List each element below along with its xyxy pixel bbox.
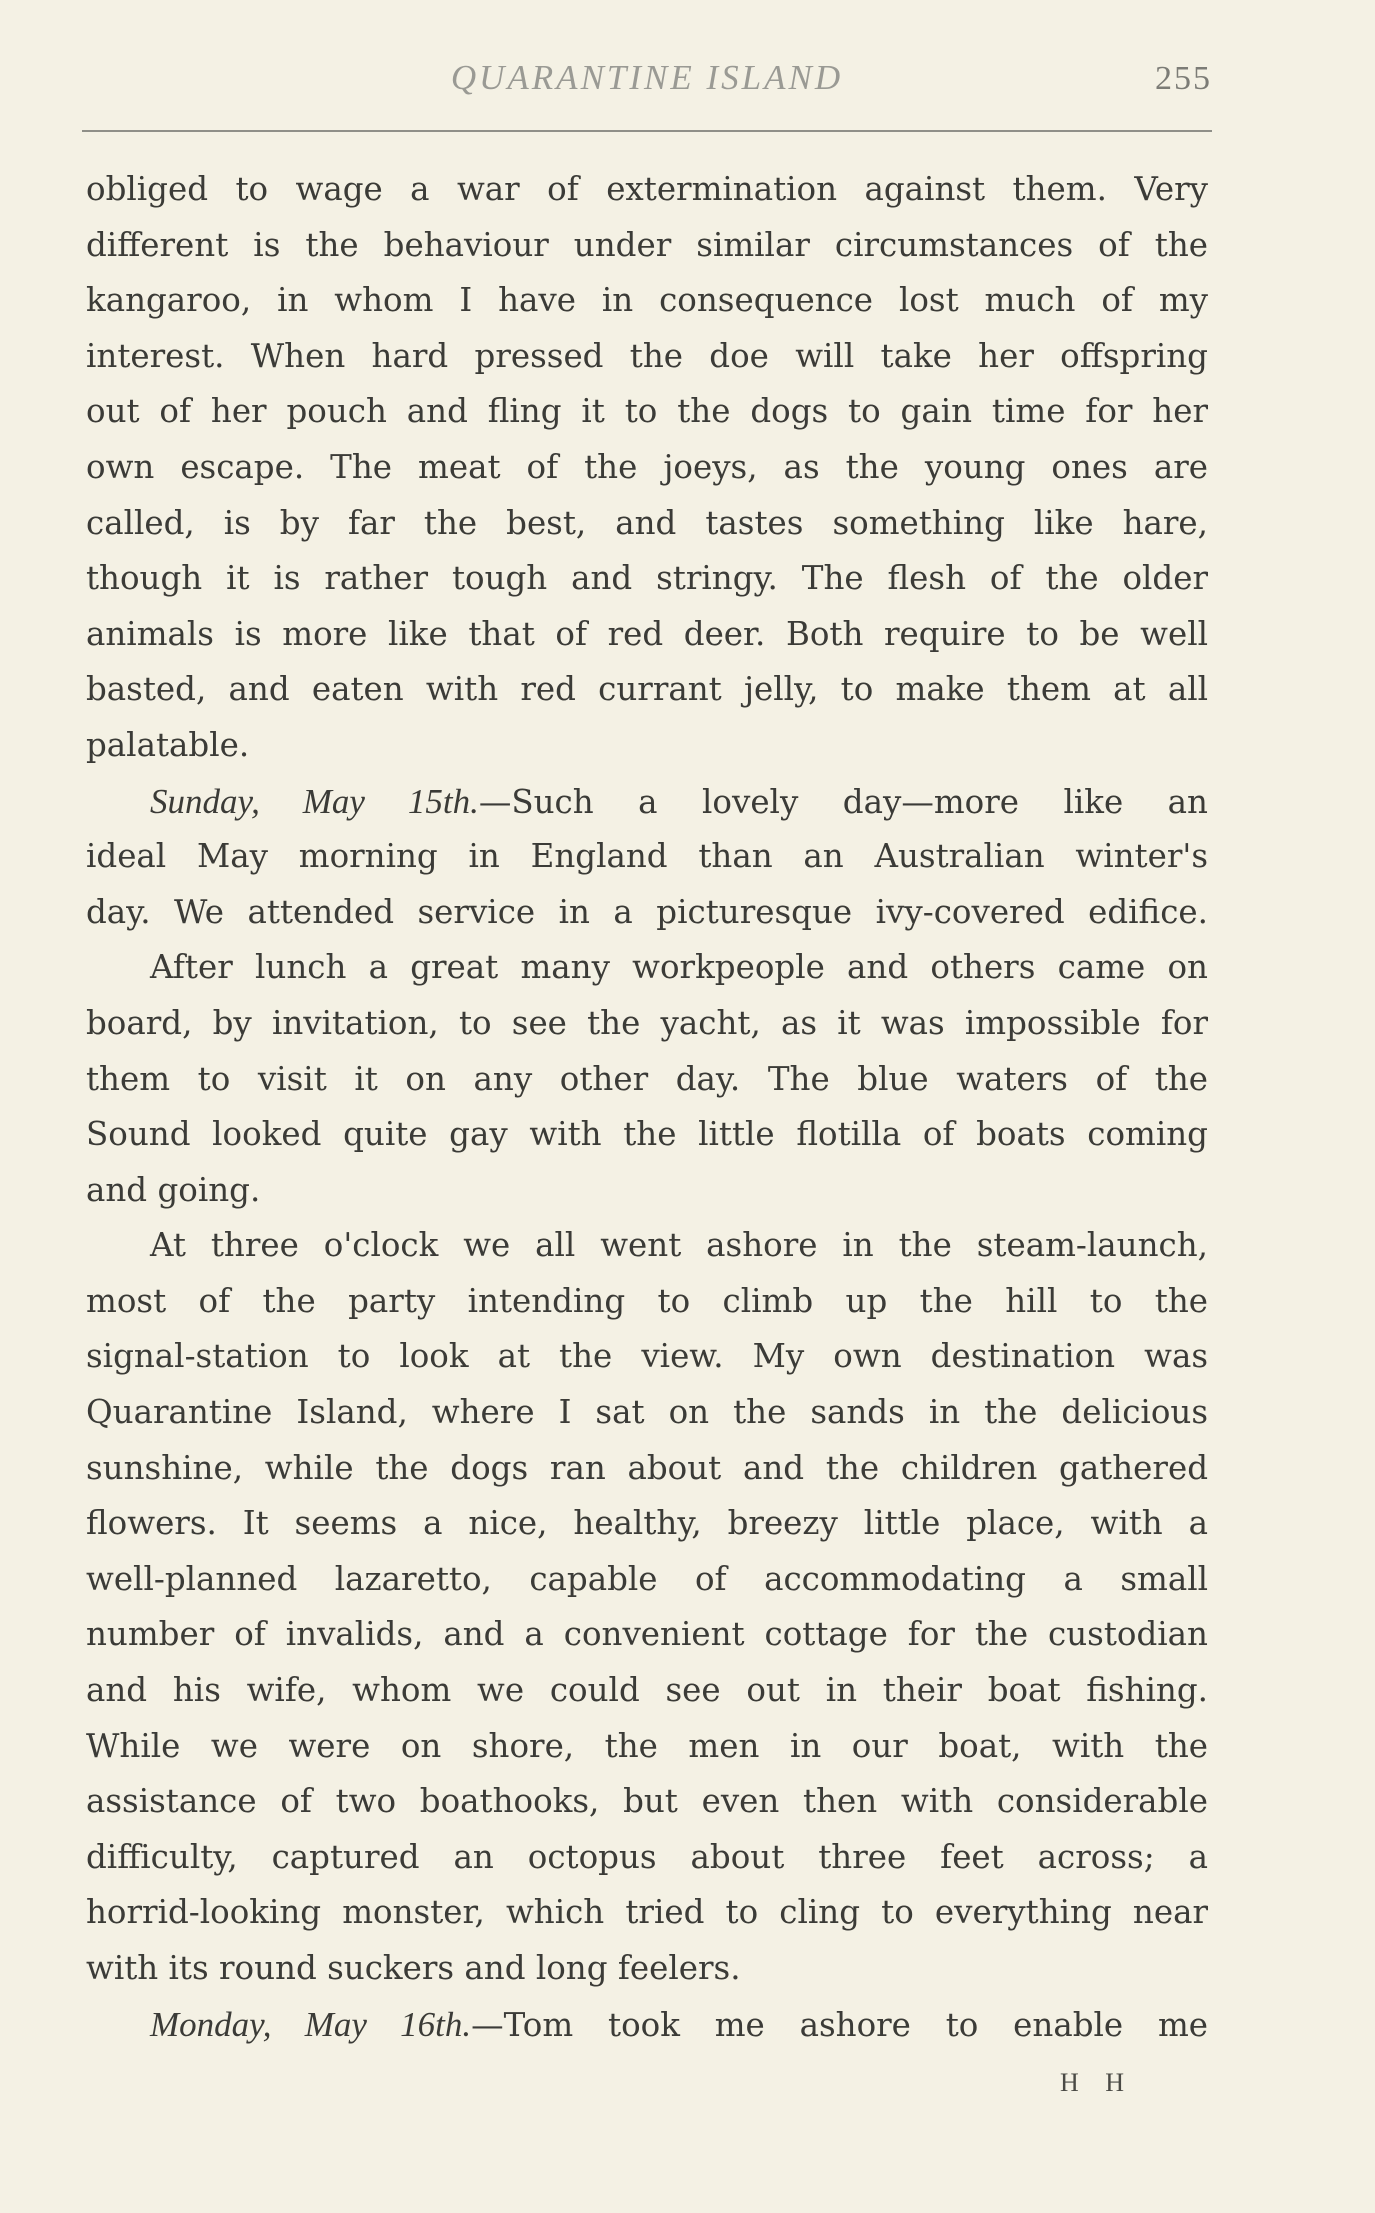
text-line: different is the behaviour under similar circumstances of the xyxy=(86,225,1208,264)
text-line: them to visit it on any other day. The blue waters of the xyxy=(86,1059,1208,1098)
text-line: though it is rather tough and stringy. The flesh of the older xyxy=(86,559,1208,598)
text-line: well-planned lazaretto, capable of accommodating a small xyxy=(86,1559,1208,1598)
text-line: obliged to wage a war of extermination against them. Very xyxy=(86,170,1208,208)
text-line: Sound looked quite gay with the little flotilla of boats coming xyxy=(86,1115,1208,1154)
signature-mark: H H xyxy=(1060,2068,1135,2097)
text-line: own escape. The meat of the joeys, as the young ones are xyxy=(86,447,1208,486)
text-line: At three o'clock we all went ashore in the steam-launch, xyxy=(150,1226,1208,1265)
text-line: called, is by far the best, and tastes something like hare, xyxy=(86,503,1208,542)
text-line: difficulty, captured an octopus about three feet across; a xyxy=(86,1837,1208,1876)
running-title: QUARANTINE ISLAND xyxy=(450,58,844,97)
running-head xyxy=(82,58,1212,104)
text-line: animals is more like that of red deer. Both require to be well xyxy=(86,614,1208,653)
text-line: kangaroo, in whom I have in consequence lost much of my xyxy=(86,281,1208,320)
text-line: palatable. xyxy=(86,725,250,764)
text-line: While we were on shore, the men in our boat, with the xyxy=(86,1726,1208,1765)
body-text xyxy=(86,162,1208,2052)
text-line: horrid-looking monster, which tried to cling to everything near xyxy=(86,1893,1208,1932)
text-line-monday-entry xyxy=(86,1997,1208,2053)
text-line: After lunch a great many workpeople and others came on xyxy=(150,948,1208,987)
text-line: board, by invitation, to see the yacht, as it was impossible for xyxy=(86,1003,1208,1042)
sunday-entry-text: —Such a lovely day—more like an xyxy=(478,782,1208,821)
text-line: signal-station to look at the view. My own destination was xyxy=(86,1337,1208,1376)
text-line: and going. xyxy=(86,1170,261,1209)
monday-entry-text: —Tom took me ashore to enable me xyxy=(471,2005,1208,2044)
dateline-monday: Monday, May 16th. xyxy=(150,2004,472,2044)
header-rule xyxy=(82,130,1212,132)
text-line: and his wife, whom we could see out in their boat fishing. xyxy=(86,1671,1208,1710)
text-line: sunshine, while the dogs ran about and the children gathered xyxy=(86,1448,1208,1487)
text-line: day. We attended service in a picturesque ivy-covered edifice. xyxy=(86,892,1208,931)
text-line: out of her pouch and fling it to the dogs to gain time for her xyxy=(86,392,1208,431)
text-line: number of invalids, and a convenient cottage for the custodian xyxy=(86,1615,1208,1654)
text-line: Quarantine Island, where I sat on the sands in the delicious xyxy=(86,1393,1208,1432)
text-line: with its round suckers and long feelers. xyxy=(86,1949,741,1987)
text-line: ideal May morning in England than an Australian winter's xyxy=(86,837,1208,876)
page-number: 255 xyxy=(1155,60,1212,97)
text-line: assistance of two boathooks, but even then with considerable xyxy=(86,1782,1208,1821)
dateline-sunday: Sunday, May 15th. xyxy=(150,781,479,821)
text-line: interest. When hard pressed the doe will take her offspring xyxy=(86,336,1208,375)
text-line: most of the party intending to climb up the hill to the xyxy=(86,1281,1208,1320)
text-line-sunday-entry xyxy=(86,774,1208,830)
text-line: flowers. It seems a nice, healthy, breezy little place, with a xyxy=(86,1504,1208,1543)
text-line: basted, and eaten with red currant jelly, to make them at all xyxy=(86,670,1208,709)
